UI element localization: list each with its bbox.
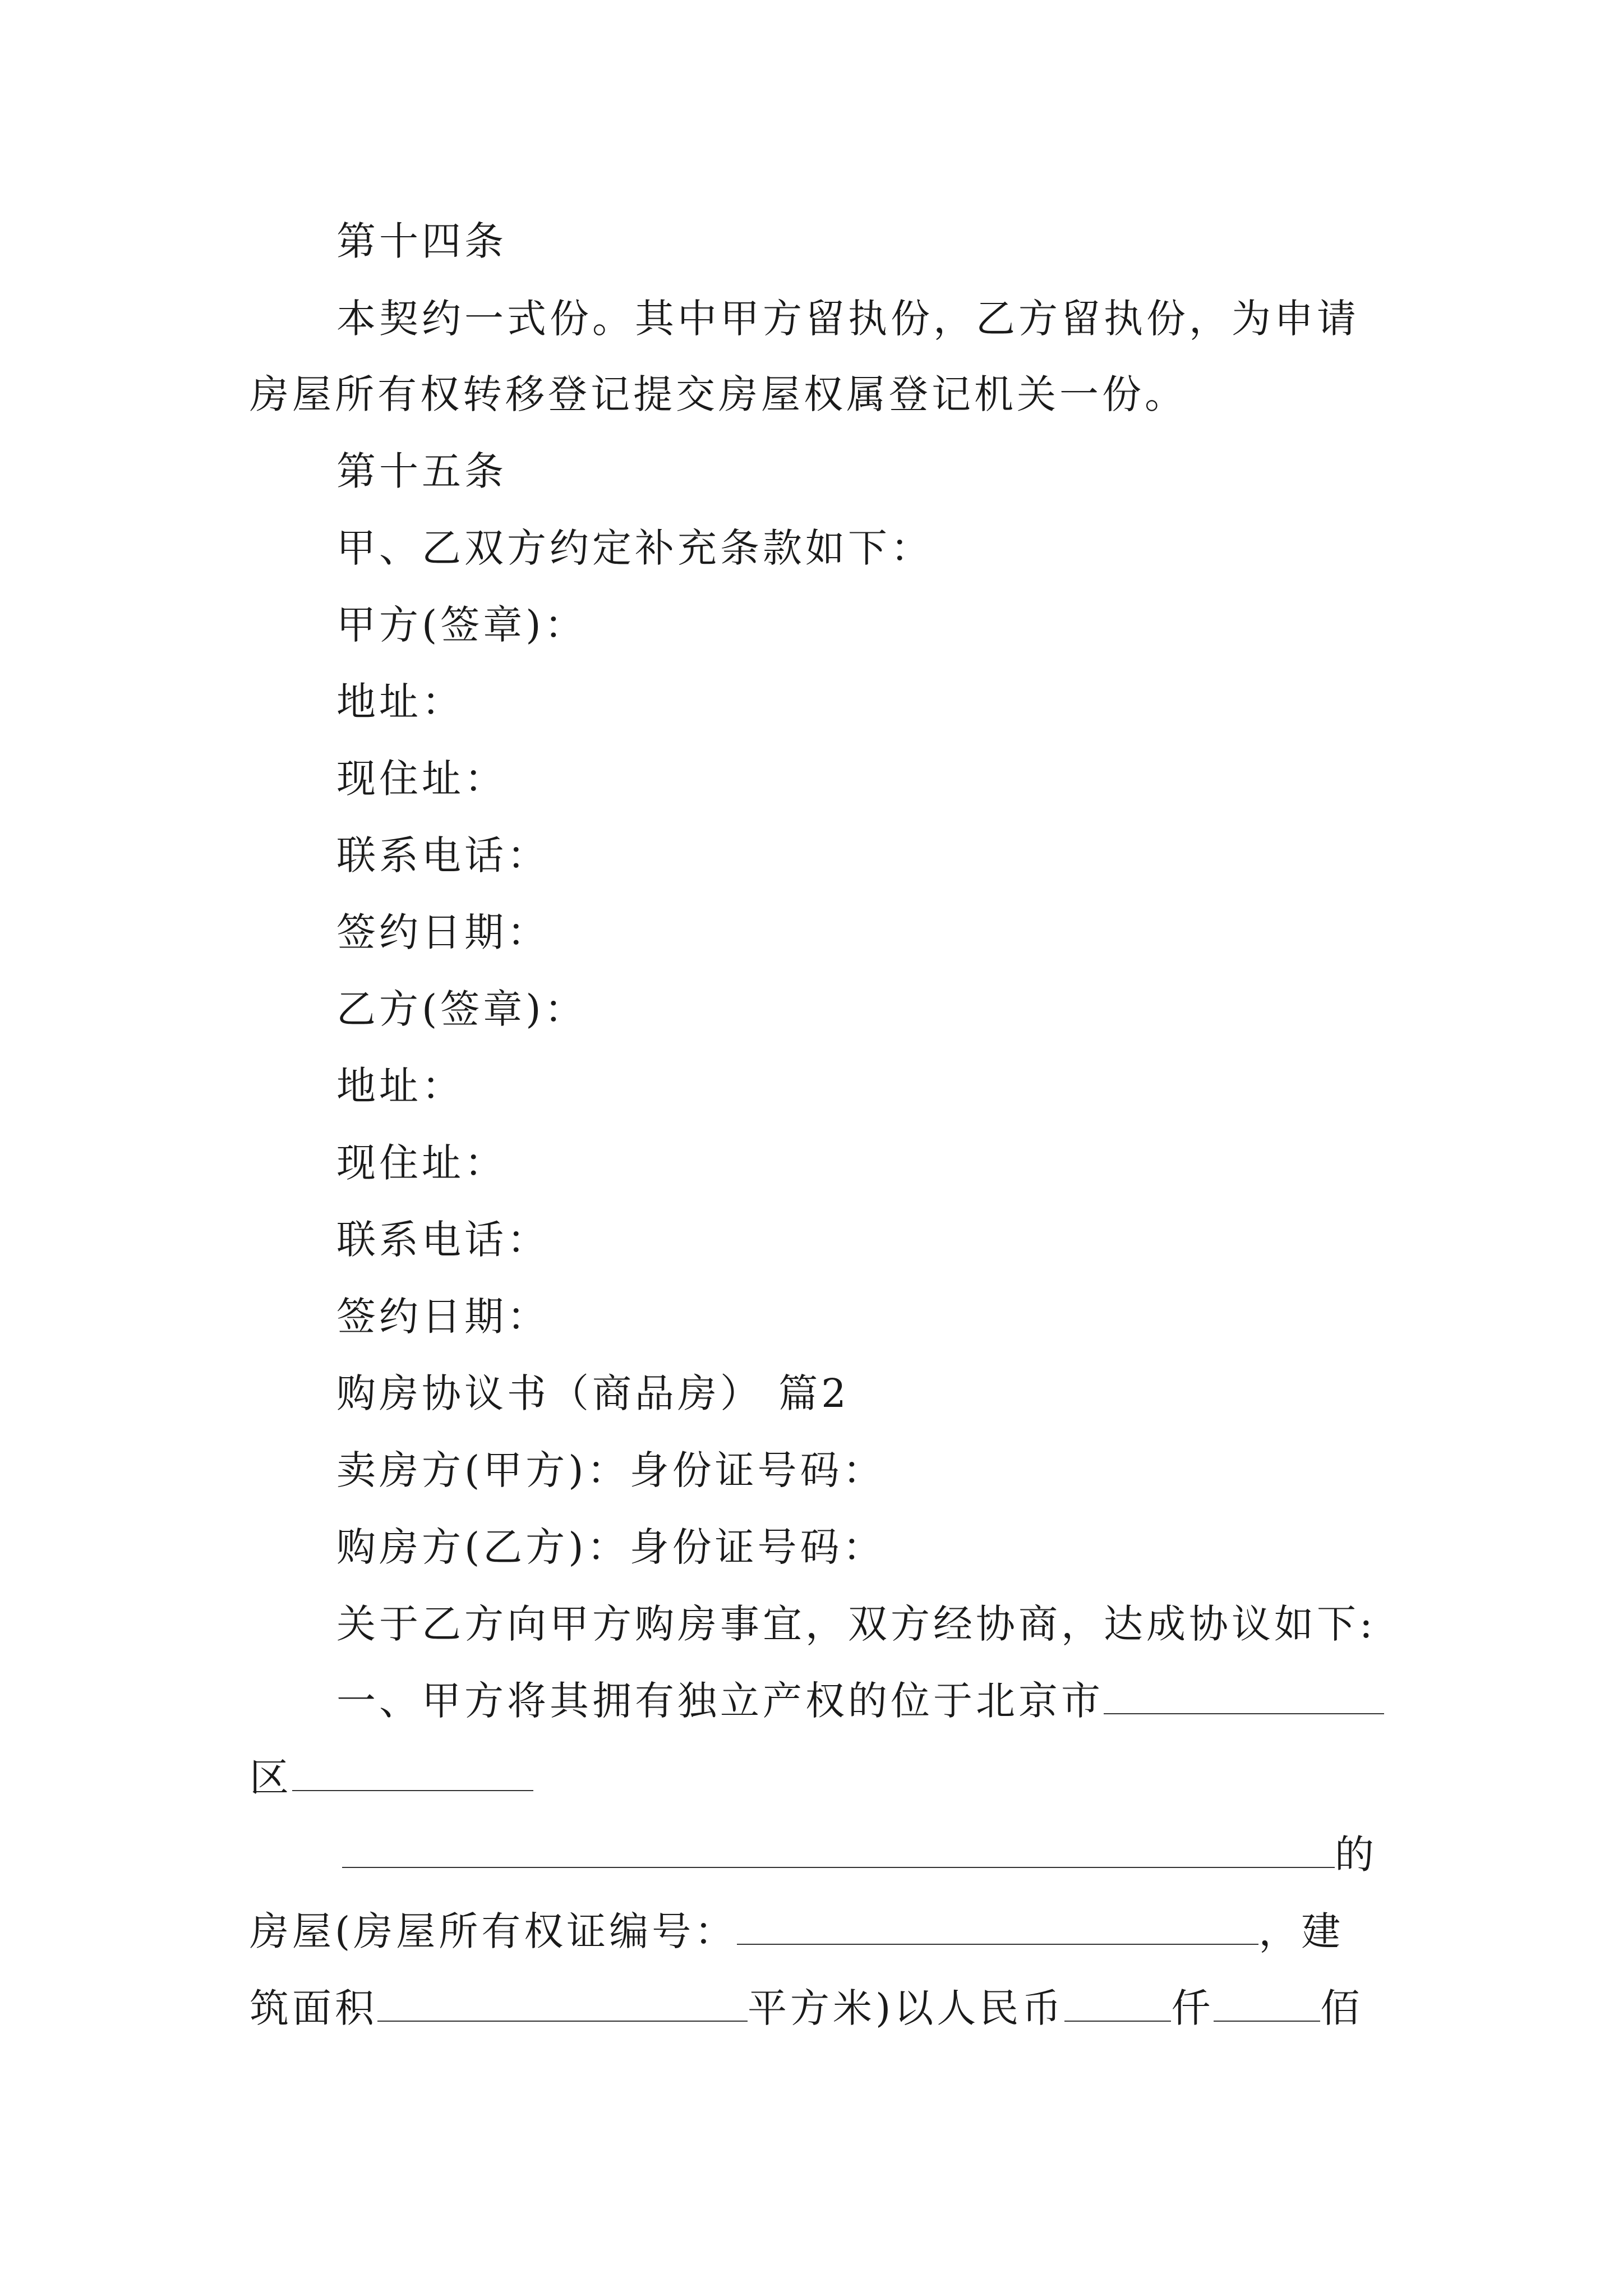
clause-1-line-3 — [342, 1826, 1377, 1883]
clause-1-line-5 — [250, 1980, 1363, 2036]
article-14-text-line-1: 本契约一式份。其中甲方留执份，乙方留执份，为申请 — [336, 296, 1359, 342]
area-label: 筑面积 — [250, 1985, 377, 2031]
area-blank — [377, 1980, 748, 2022]
address-blank — [342, 1826, 1335, 1868]
supplementary-terms-line: 甲、乙双方约定补充条款如下： — [336, 525, 933, 571]
buyer-line: 购房方(乙方)：身份证号码： — [336, 1524, 886, 1570]
clause-1-line-4 — [250, 1903, 1344, 1959]
of-label: 的 — [1335, 1832, 1377, 1878]
article-15-heading: 第十五条 — [336, 448, 507, 494]
party-a-current-address: 现住址： — [336, 756, 507, 802]
party-b-phone: 联系电话： — [336, 1217, 550, 1263]
build-label: ，建 — [1258, 1908, 1344, 1954]
clause-1-line-2 — [250, 1750, 533, 1806]
party-a-signature: 甲方(签章)： — [336, 602, 587, 648]
section-title: 购房协议书（商品房） 篇2 — [336, 1370, 850, 1416]
party-a-phone: 联系电话： — [336, 832, 550, 878]
party-a-address: 地址： — [336, 679, 464, 725]
district-label: 区 — [250, 1755, 292, 1801]
party-b-current-address: 现住址： — [336, 1140, 507, 1186]
thousands-label: 仟 — [1171, 1985, 1214, 2031]
price-label: 平方米)以人民币 — [748, 1985, 1065, 2031]
article-14-text-line-2: 房屋所有权转移登记提交房屋权属登记机关一份。 — [250, 371, 1187, 417]
party-a-sign-date: 签约日期： — [336, 909, 550, 955]
party-b-address: 地址： — [336, 1063, 464, 1109]
certificate-label: 房屋(房屋所有权证编号： — [250, 1908, 737, 1954]
party-b-sign-date: 签约日期： — [336, 1294, 550, 1340]
certificate-number-blank — [737, 1903, 1258, 1945]
article-14-heading: 第十四条 — [336, 218, 507, 264]
seller-line: 卖房方(甲方)：身份证号码： — [336, 1447, 886, 1493]
agreement-intro: 关于乙方向甲方购房事宜，双方经协商，达成协议如下: — [336, 1601, 1376, 1647]
hundreds-blank — [1214, 1980, 1320, 2022]
clause-1-line-1 — [336, 1673, 1384, 1729]
district-blank — [292, 1750, 533, 1791]
city-blank — [1104, 1673, 1384, 1714]
hundreds-label: 佰 — [1320, 1985, 1363, 2031]
clause-1-text: 一、甲方将其拥有独立产权的位于北京市 — [336, 1678, 1104, 1724]
party-b-signature: 乙方(签章)： — [336, 986, 587, 1032]
thousands-blank — [1064, 1980, 1171, 2022]
